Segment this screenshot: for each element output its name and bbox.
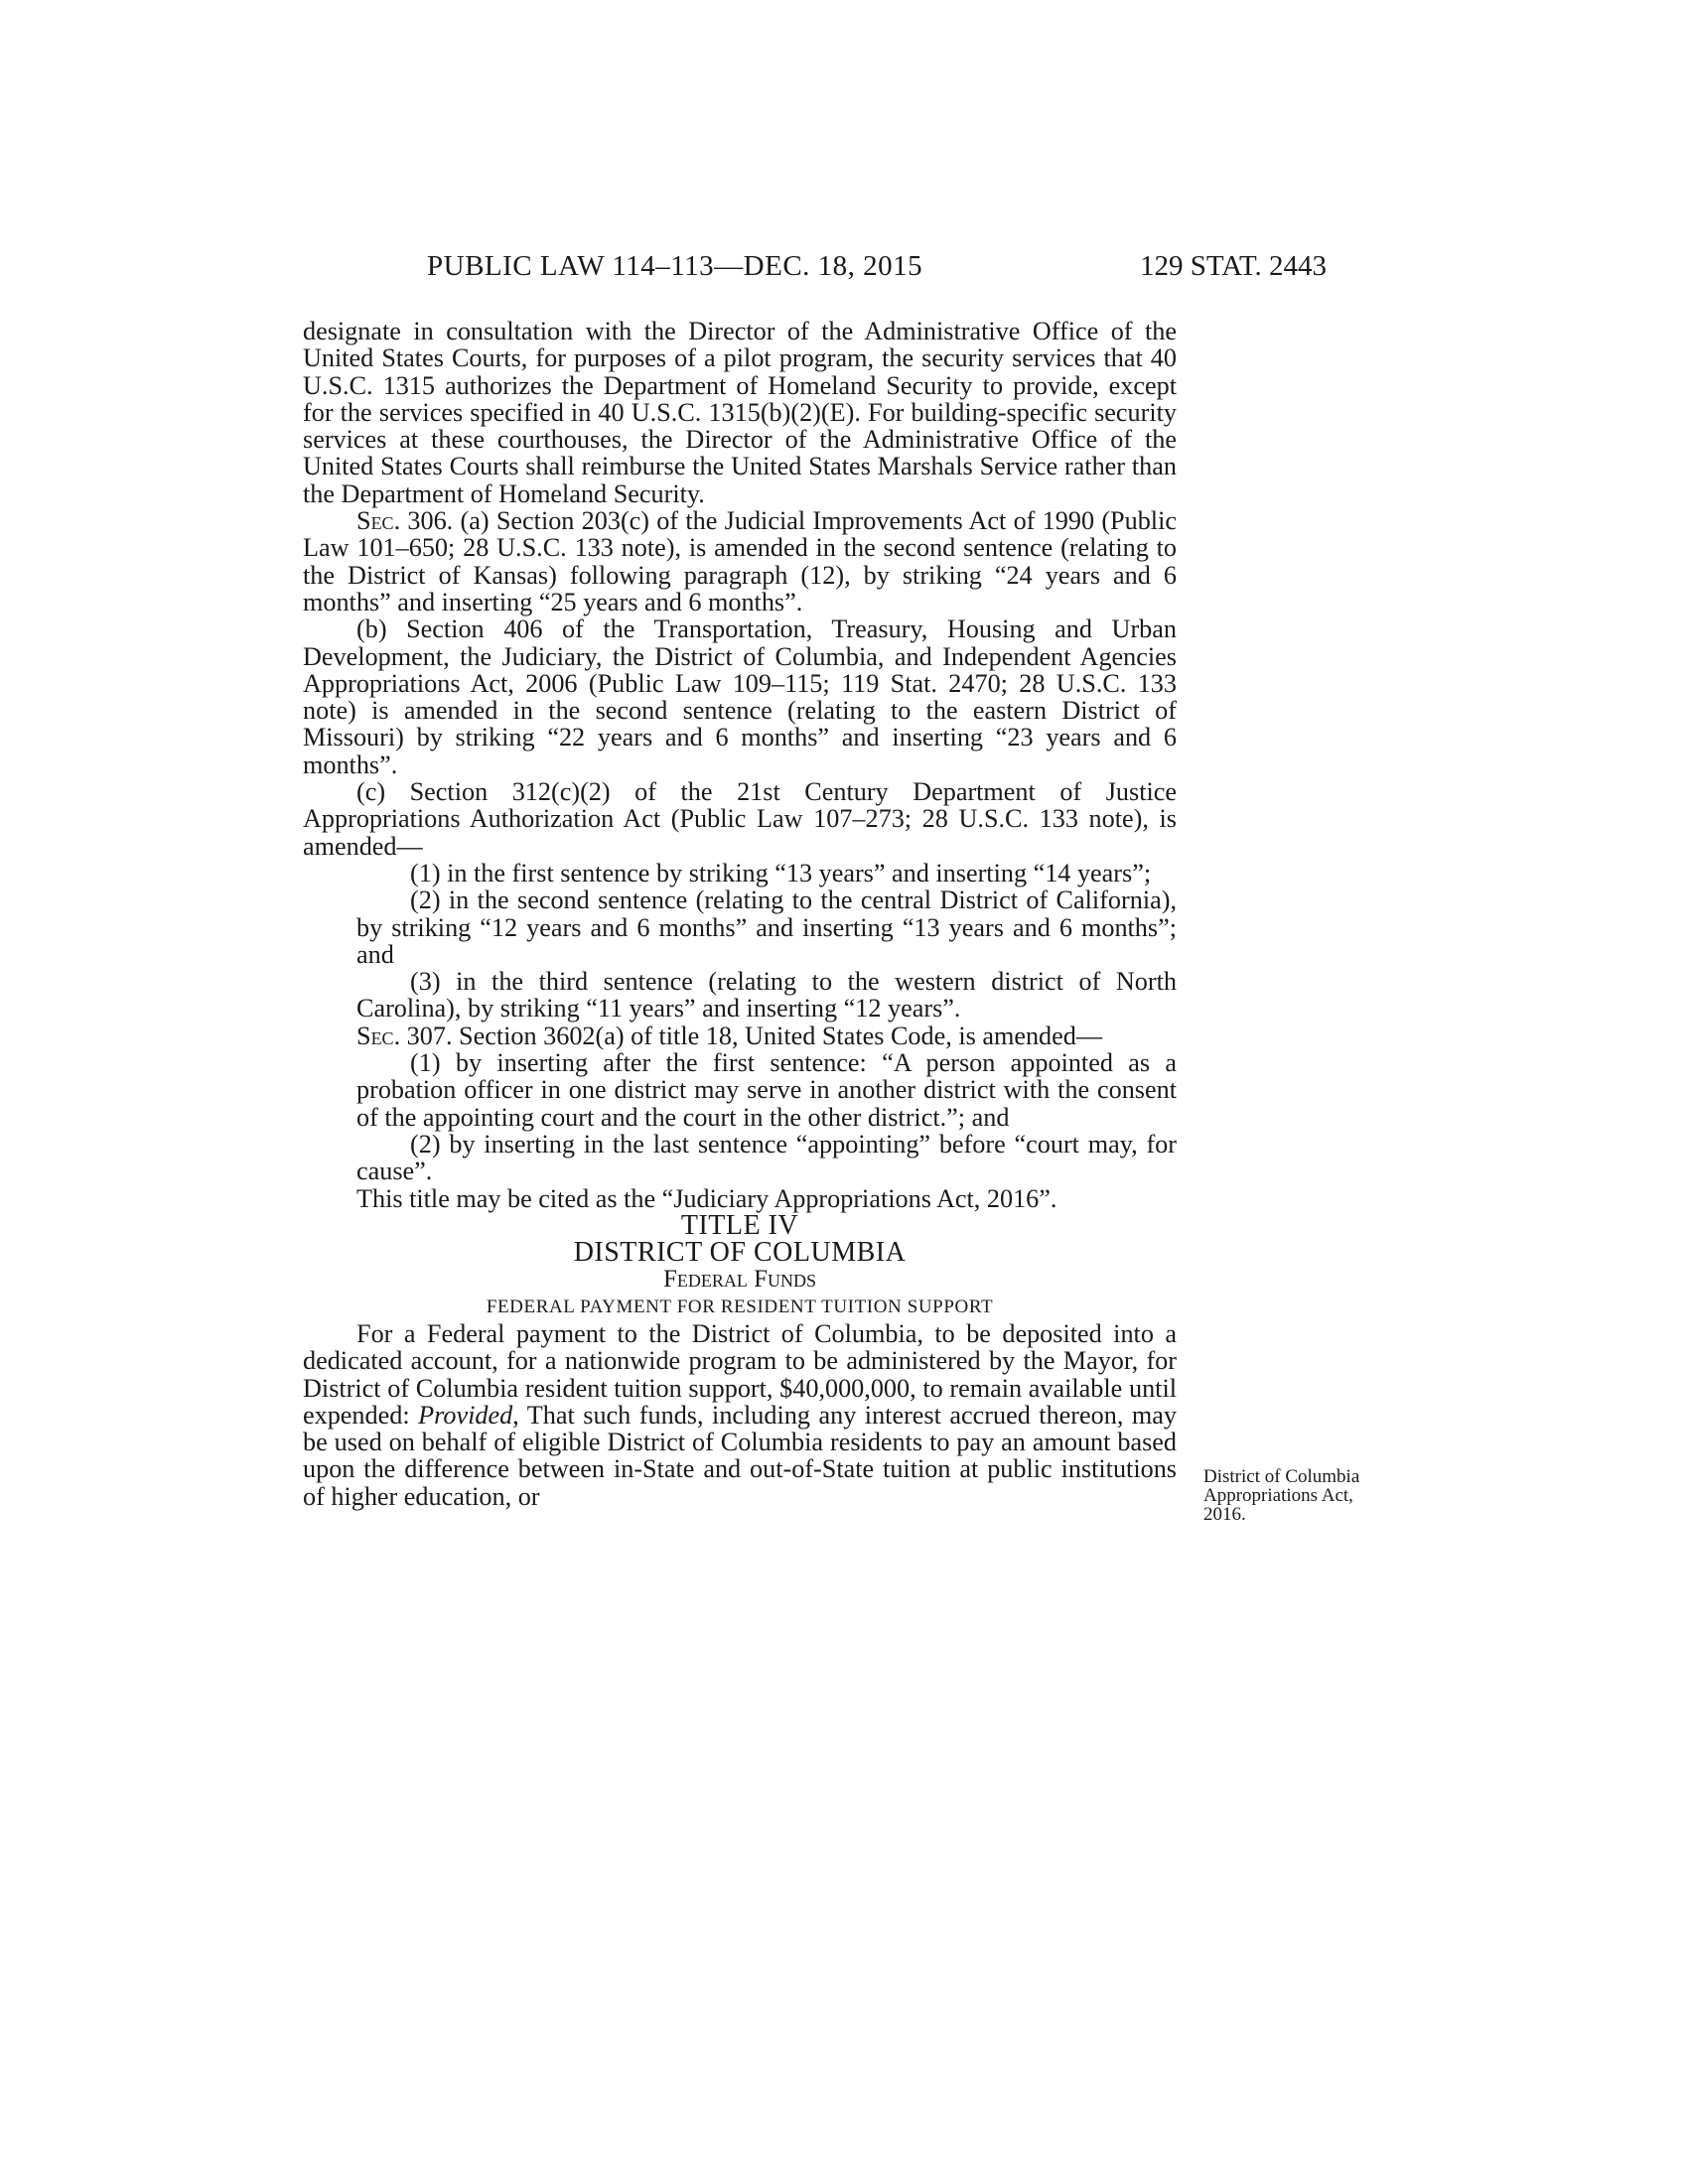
payment-text-part2: , That such funds, including any interest accrued thereon, may be used on behalf of eligible District of Columbia residents to pay an amount based upon the difference between in-State and out-of-State tuition at public institutions of higher education, or xyxy=(303,1400,1177,1511)
district-heading: DISTRICT OF COLUMBIA xyxy=(573,1237,907,1269)
section-306-b: (b) Section 406 of the Transportation, Treasury, Housing and Urban Development, the Judiciary, the District of Columbia, and Independent Agencies Appropriations Act, 2006 (Public Law 109–115; 119 Stat. 2470; 28 U.S.C. 133 note) is amended in the second sentence (relating to the eastern District of Missouri) by striking “22 years and 6 months” and inserting “23 years and 6 months”. xyxy=(303,614,1177,779)
section-307 xyxy=(303,1023,1177,1049)
stat-page-number: 129 STAT. 2443 xyxy=(1140,250,1328,282)
document-body xyxy=(303,318,1177,1510)
paragraph-continuation: designate in consultation with the Director of the Administrative Office of the United States Courts, for purposes of a pilot program, the security services that 40 U.S.C. 1315 authorizes the Department of Homeland Security to provide, except for the services specified in 40 U.S.C. 1315(b)(2)(E). For building-specific security services at these courthouses, the Director of the Administrative Office of the United States Courts shall reimburse the United States Marshals Service rather than the Department of Homeland Security. xyxy=(303,317,1177,508)
section-307-text: . 307. Section 3602(a) of title 18, United States Code, is amended— xyxy=(393,1021,1103,1050)
provided-term: Provided xyxy=(418,1400,513,1430)
federal-payment-heading: FEDERAL PAYMENT FOR RESIDENT TUITION SUPPORT xyxy=(486,1296,994,1317)
section-306-a xyxy=(303,507,1177,615)
federal-funds-heading: Federal Funds xyxy=(662,1266,817,1294)
section-306-text: . 306. (a) Section 203(c) of the Judicial Improvements Act of 1990 (Public Law 101–650; 28 U.S.C. 133 note), is amended in the second sentence (relating to the District of Kansas) following paragraph (12), by striking “24 years and 6 months” and inserting “25 years and 6 months”. xyxy=(303,506,1177,616)
payment-text-part1: For a Federal payment to the District of Columbia, to be deposited into a dedicated account, for a nationwide program to be administered by the Mayor, for District of Columbia resident tuition support, $40,000,000, to remain available until expended: xyxy=(303,1318,1177,1430)
page-header xyxy=(0,250,1688,290)
section-306-c-3: (3) in the third sentence (relating to the western district of North Carolina), by striking “11 years” and inserting “12 years”. xyxy=(356,967,1177,1024)
federal-payment-paragraph xyxy=(303,1320,1177,1510)
section-306-c: (c) Section 312(c)(2) of the 21st Century Department of Justice Appropriations Authorization Act (Public Law 107–273; 28 U.S.C. 133 note), is amended— xyxy=(303,777,1177,861)
sec-label: Sec xyxy=(356,1021,394,1050)
margin-note: District of Columbia Appropriations Act, 2016. xyxy=(1203,1466,1360,1525)
section-307-2: (2) by inserting in the last sentence “appointing” before “court may, for cause”. xyxy=(356,1129,1177,1186)
law-title: PUBLIC LAW 114–113—DEC. 18, 2015 xyxy=(427,250,923,282)
citation-paragraph: This title may be cited as the “Judiciary Appropriations Act, 2016”. xyxy=(356,1183,1057,1213)
section-307-1: (1) by inserting after the first sentence: “A person appointed as a probation officer in one district may serve in another district with the consent of the appointing court and the court in the other district.”; and xyxy=(356,1048,1177,1132)
section-306-c-1: (1) in the first sentence by striking “13 years” and inserting “14 years”; xyxy=(410,858,1152,887)
title-iv-heading: TITLE IV xyxy=(680,1209,799,1241)
section-306-c-2: (2) in the second sentence (relating to the central District of California), by striking “12 years and 6 months” and inserting “13 years and 6 months”; and xyxy=(356,886,1177,969)
sec-label: Sec xyxy=(356,506,394,536)
